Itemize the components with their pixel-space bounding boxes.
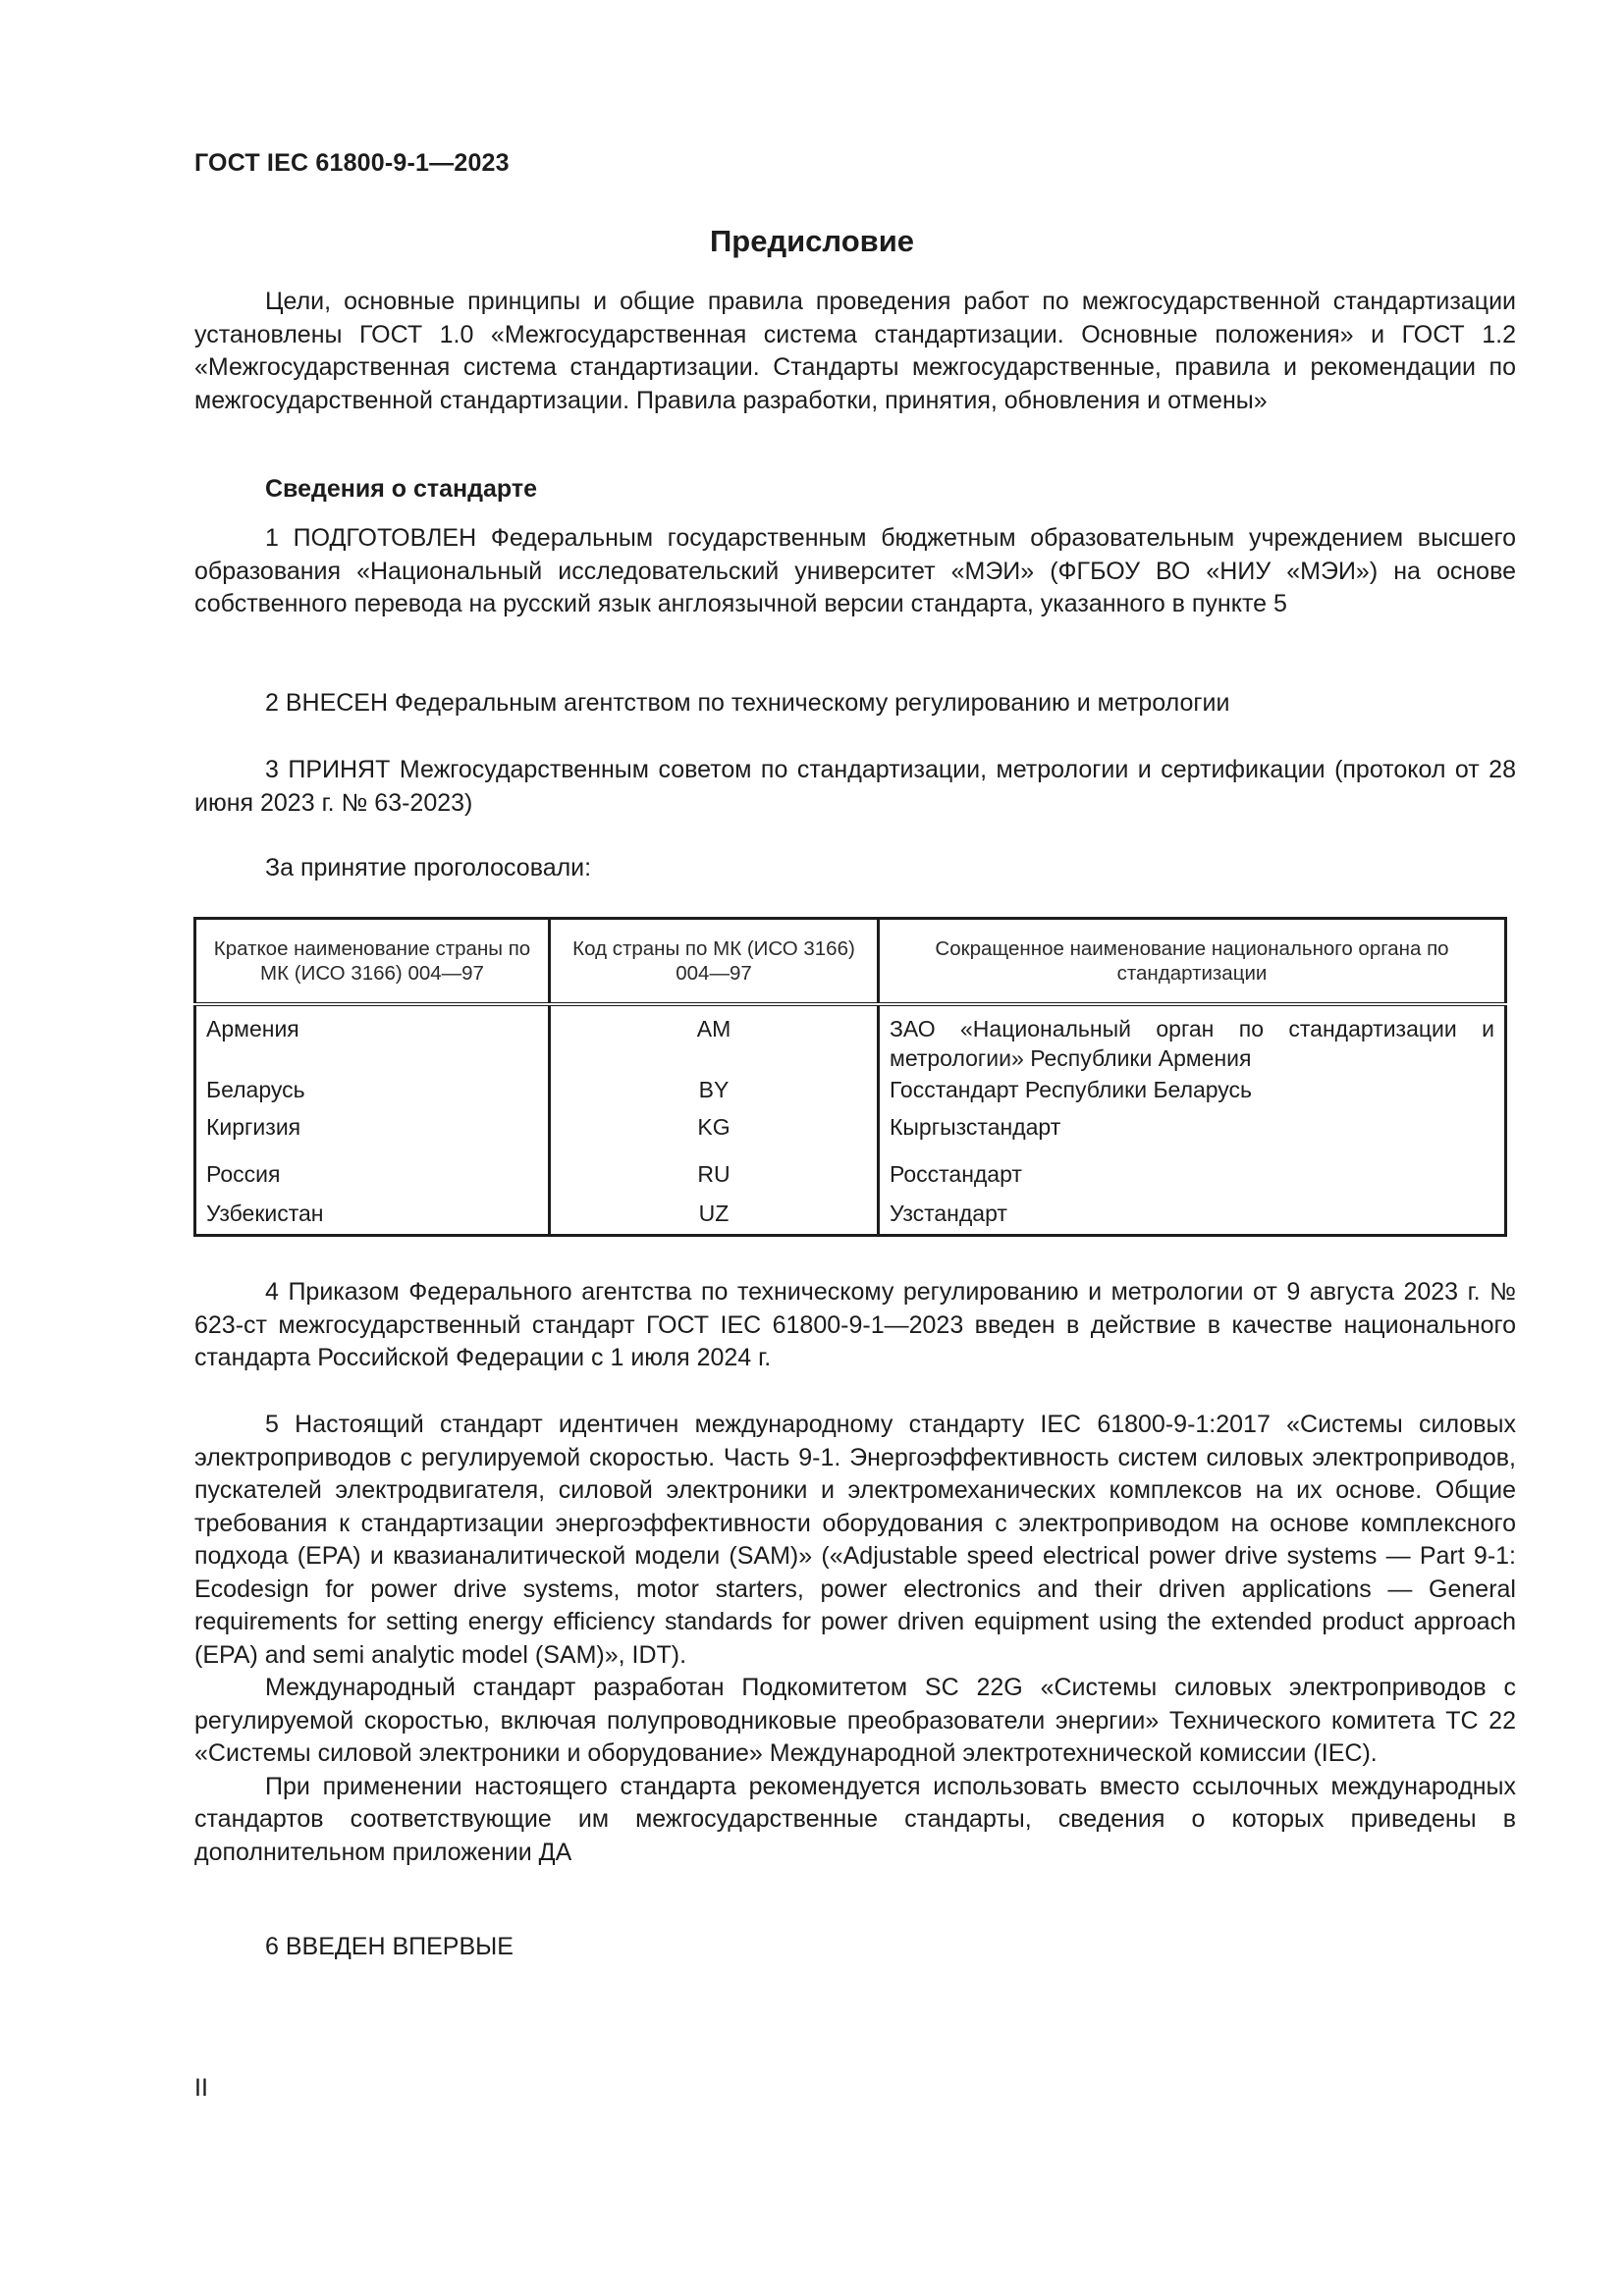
body-cell: Узстандарт [879,1199,1506,1236]
section-heading: Сведения о стандарте [265,475,538,503]
table-header-code: Код страны по МК (ИСО 3166) 004—97 [550,919,879,1005]
country-cell: Киргизия [206,1114,301,1140]
item-3-paragraph: 3 ПРИНЯТ Межгосударственным советом по стандартизации, метрологии и сертификации (протокол от 28 июня 2023 г. № 63-2023) [194,756,1516,817]
item-3-block [194,754,1516,820]
intro-paragraph: Цели, основные принципы и общие правила проведения работ по межгосударственной стандартизации установлены ГОСТ 1.0 «Межгосударственная система стандартизации. Основные положения» и ГОСТ 1.2 «Межгосударственная система стандартизации. Стандарты межгосударственные, правила и рекомендации по межгосударственной стандартизации. Правила разработки, принятия, обновления и отмены» [194,288,1516,414]
table-row [195,1075,1506,1112]
country-cell: Узбекистан [206,1201,324,1226]
country-cell: Россия [206,1161,281,1187]
table-row [195,1112,1506,1159]
item-5-committee-paragraph: Международный стандарт разработан Подкомитетом SC 22G «Системы силовых электроприводов с регулируемой скоростью, включая полупроводниковые преобразователи энергии» Технического комитета TC 22 «Системы силовой электроники и оборудование» Международной электротехнической комиссии (IEC). [194,1674,1516,1767]
item-4-block [194,1276,1516,1375]
country-cell: Армения [206,1016,299,1041]
table-row [195,1004,1506,1075]
item-4-paragraph: 4 Приказом Федерального агентства по техническому регулированию и метрологии от 9 августа 2023 г. № 623-ст межгосударственный стандарт ГОСТ IEC 61800-9-1—2023 введен в действие в качестве национального стандарта Российской Федерации с 1 июля 2024 г. [194,1278,1516,1371]
body-cell: Госстандарт Республики Беларусь [879,1075,1506,1112]
body-cell: Росстандарт [879,1159,1506,1199]
intro-block [194,286,1516,417]
table-row [195,1199,1506,1236]
item-1-paragraph: 1 ПОДГОТОВЛЕН Федеральным государственным бюджетным образовательным учреждением высшего образования «Национальный исследовательский университет «МЭИ» (ФГБОУ ВО «НИУ «МЭИ») на основе собственного перевода на русский язык англоязычной версии стандарта, указанного в пункте 5 [194,524,1516,617]
vote-intro: За принятие проголосовали: [265,854,592,881]
country-cell: Беларусь [206,1077,305,1102]
table-row [195,1159,1506,1199]
code-cell: RU [550,1159,879,1199]
body-cell: Кыргызстандарт [879,1112,1506,1159]
item-6-block [194,1931,1516,1964]
code-cell: BY [550,1075,879,1112]
table-header-body: Сокращенное наименование национального органа по стандартизации [879,919,1506,1005]
body-cell: ЗАО «Национальный орган по стандартизации и метрологии» Республики Армения [879,1004,1506,1075]
page-title: Предисловие [709,224,914,258]
page-header: ГОСТ IEC 61800-9-1—2023 [194,149,510,177]
item-5-block [194,1409,1516,1869]
voting-table [193,917,1507,1237]
item-2-paragraph: 2 ВНЕСЕН Федеральным агентством по техническому регулированию и метрологии [265,689,1230,717]
item-5-paragraph: 5 Настоящий стандарт идентичен международному стандарту IEC 61800-9-1:2017 «Системы силовых электроприводов с регулируемой скоростью. Часть 9-1. Энергоэффективность систем силовых электроприводов, пускателей электродвигателя, силовой электроники и электромеханических комплексов на их основе. Общие требования к стандартизации энергоэффективности оборудования с электроприводом на основе комплексного подхода (EPA) и квазианалитической модели (SAM)» («Adjustable speed electrical power drive systems — Part 9-1: Ecodesign for power drive systems, motor starters, power electronics and their driven applications — General requirements for setting energy efficiency standards for power driven equipment using the extended product approach (EPA) and semi analytic model (SAM)», IDT). [194,1411,1516,1669]
code-cell: UZ [550,1199,879,1236]
item-1-block [194,522,1516,621]
code-cell: KG [550,1112,879,1159]
table-header-country: Краткое наименование страны по МК (ИСО 3166) 004—97 [195,919,550,1005]
page-number: II [194,2074,208,2102]
item-5-reference-paragraph: При применении настоящего стандарта рекомендуется использовать вместо ссылочных международных стандартов соответствующие им межгосударственные стандарты, сведения о которых приведены в дополнительном приложении ДА [194,1772,1516,1866]
item-2-block [194,687,1516,721]
item-6-paragraph: 6 ВВЕДЕН ВПЕРВЫЕ [265,1933,514,1960]
table-header-row [195,919,1506,1005]
code-cell: AM [550,1004,879,1075]
